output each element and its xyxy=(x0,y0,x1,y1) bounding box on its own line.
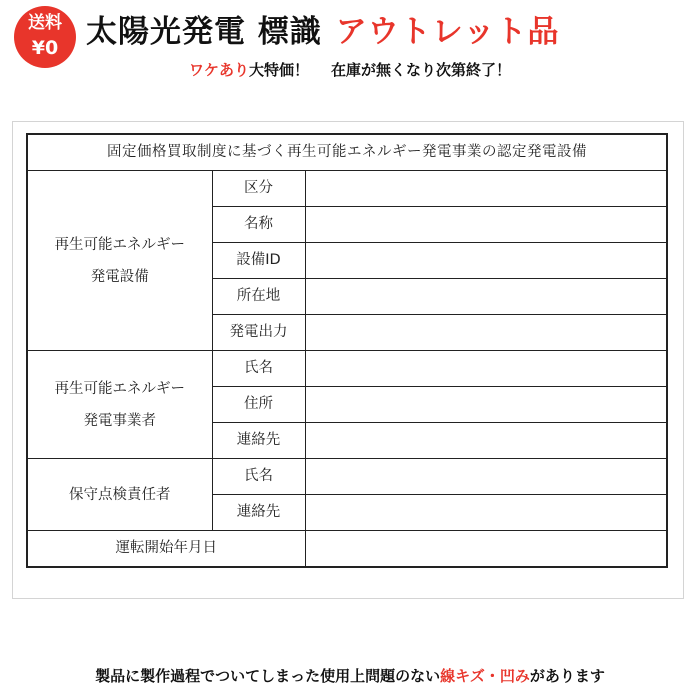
field-value-equipment-id xyxy=(305,243,667,279)
field-label: 氏名 xyxy=(212,351,305,387)
field-label: 発電出力 xyxy=(212,315,305,351)
footer-text-2: があります xyxy=(529,667,605,685)
subtitle xyxy=(0,58,700,82)
field-value-start-date xyxy=(305,531,667,568)
table-row xyxy=(27,171,667,207)
field-value-operator-contact xyxy=(305,423,667,459)
field-value-name xyxy=(305,207,667,243)
field-value-operator-name xyxy=(305,351,667,387)
start-date-label: 運転開始年月日 xyxy=(27,531,305,568)
field-label: 連絡先 xyxy=(212,495,305,531)
sign-header: 固定価格買取制度に基づく再生可能エネルギー発電事業の認定発電設備 xyxy=(27,134,667,171)
field-value-operator-address xyxy=(305,387,667,423)
badge-price: ¥0 xyxy=(31,37,59,59)
sign-table xyxy=(26,133,668,568)
table-row xyxy=(27,531,667,568)
group-operator-line1: 再生可能エネルギー xyxy=(54,380,185,397)
field-label: 区分 xyxy=(212,171,305,207)
page-title xyxy=(86,10,694,54)
field-label: 氏名 xyxy=(212,459,305,495)
field-label: 設備ID xyxy=(212,243,305,279)
table-row xyxy=(27,134,667,171)
field-value-maintenance-contact xyxy=(305,495,667,531)
subtitle-text-2: 在庫が無くなり次第終了！ xyxy=(331,61,512,79)
field-label: 連絡先 xyxy=(212,423,305,459)
table-row xyxy=(27,351,667,387)
badge-label: 送料 xyxy=(28,13,62,33)
footer-highlight: 線キズ・凹み xyxy=(440,667,530,685)
group-operator-line2: 発電事業者 xyxy=(83,412,156,429)
title-highlight: アウトレット品 xyxy=(335,14,560,50)
group-equipment-line2: 発電設備 xyxy=(90,268,149,285)
group-equipment xyxy=(27,171,212,351)
field-label: 住所 xyxy=(212,387,305,423)
field-value-category xyxy=(305,171,667,207)
footer-text-1: 製品に製作過程でついてしまった使用上問題のない xyxy=(95,667,441,685)
table-row xyxy=(27,459,667,495)
field-label: 名称 xyxy=(212,207,305,243)
field-value-output xyxy=(305,315,667,351)
group-operator xyxy=(27,351,212,459)
subtitle-text-1: 大特価！ xyxy=(248,61,309,79)
field-value-location xyxy=(305,279,667,315)
title-main: 太陽光発電 標識 xyxy=(86,14,322,50)
field-value-maintenance-name xyxy=(305,459,667,495)
footer-note xyxy=(0,664,700,688)
field-label: 所在地 xyxy=(212,279,305,315)
group-maintenance: 保守点検責任者 xyxy=(27,459,212,531)
group-equipment-line1: 再生可能エネルギー xyxy=(54,236,185,253)
subtitle-highlight: ワケあり xyxy=(188,61,249,79)
